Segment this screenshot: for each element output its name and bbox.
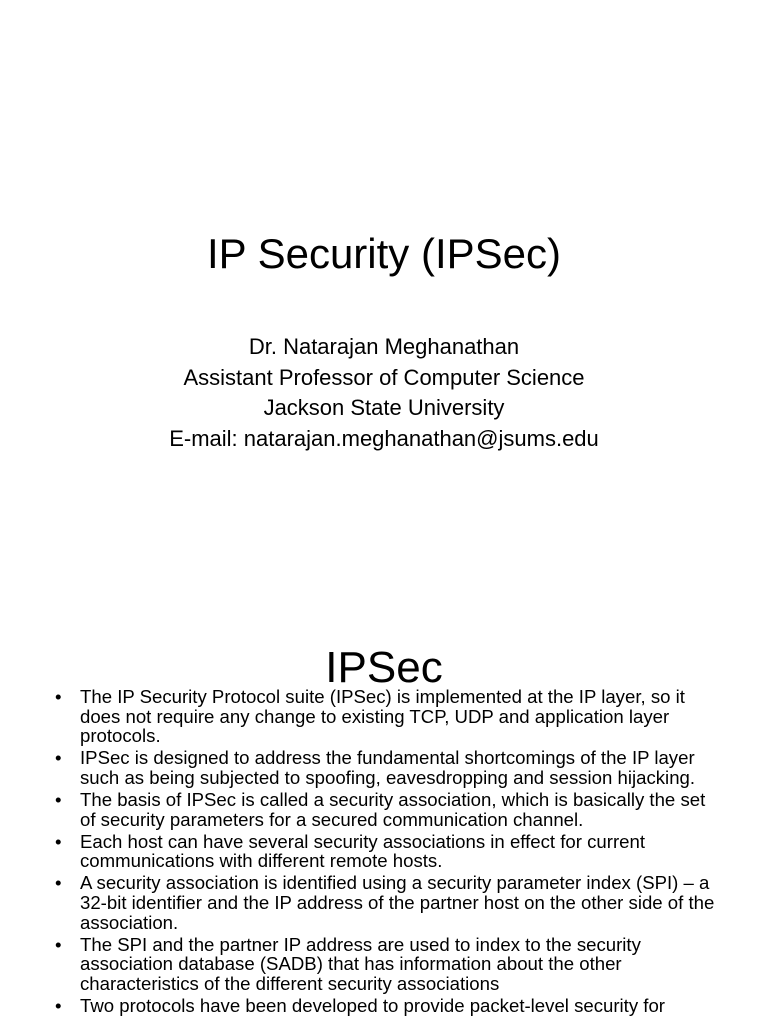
slide-title: IP Security (IPSec) [206, 230, 561, 277]
bullet-icon: • [55, 686, 62, 707]
bullet-text: IPSec is designed to address the fundamental shortcomings of the IP layer such as being subjected to spoofing, eavesdropping and session hijacking. [80, 747, 696, 788]
bullet-list [55, 687, 715, 1018]
author-name: Dr. Natarajan Meghanathan [248, 334, 520, 359]
list-item [55, 748, 715, 787]
bullet-text: Each host can have several security associations in effect for current communications with different remote hosts. [80, 830, 645, 872]
bullet-icon: • [55, 872, 62, 894]
bullet-icon: • [55, 830, 62, 852]
bullet-icon: • [55, 747, 62, 769]
bullet-text: The SPI and the partner IP address are used to index to the security association database (SADB) that has information about the other characteristics of the different security associations [80, 933, 641, 994]
list-item [55, 935, 715, 994]
bullet-text: A security association is identified using a security parameter index (SPI) – a 32-bit identifier and the IP address of the partner host on the other side of the association. [80, 872, 715, 933]
author-university: Jackson State University [263, 395, 505, 420]
list-item [55, 832, 715, 871]
bullet-text: Two protocols have been developed to provide packet-level security for [80, 994, 666, 1016]
list-item [55, 790, 715, 829]
slide-title: IPSec [325, 643, 443, 692]
author-info [0, 332, 768, 454]
bullet-icon: • [55, 994, 62, 1016]
list-item [55, 687, 715, 746]
list-item [55, 873, 715, 932]
ipsec-slide [0, 576, 768, 1024]
bullet-icon: • [55, 933, 62, 955]
list-item [55, 996, 715, 1016]
bullet-text: The IP Security Protocol suite (IPSec) is implemented at the IP layer, so it does not require any change to existing TCP, UDP and application layer protocols. [80, 686, 685, 747]
bullet-text: The basis of IPSec is called a security association, which is basically the set of security parameters for a secured communication channel. [80, 788, 706, 830]
bullet-icon: • [55, 788, 62, 810]
author-email: E-mail: natarajan.meghanathan@jsums.edu [169, 425, 599, 451]
author-position: Assistant Professor of Computer Science [183, 364, 585, 390]
